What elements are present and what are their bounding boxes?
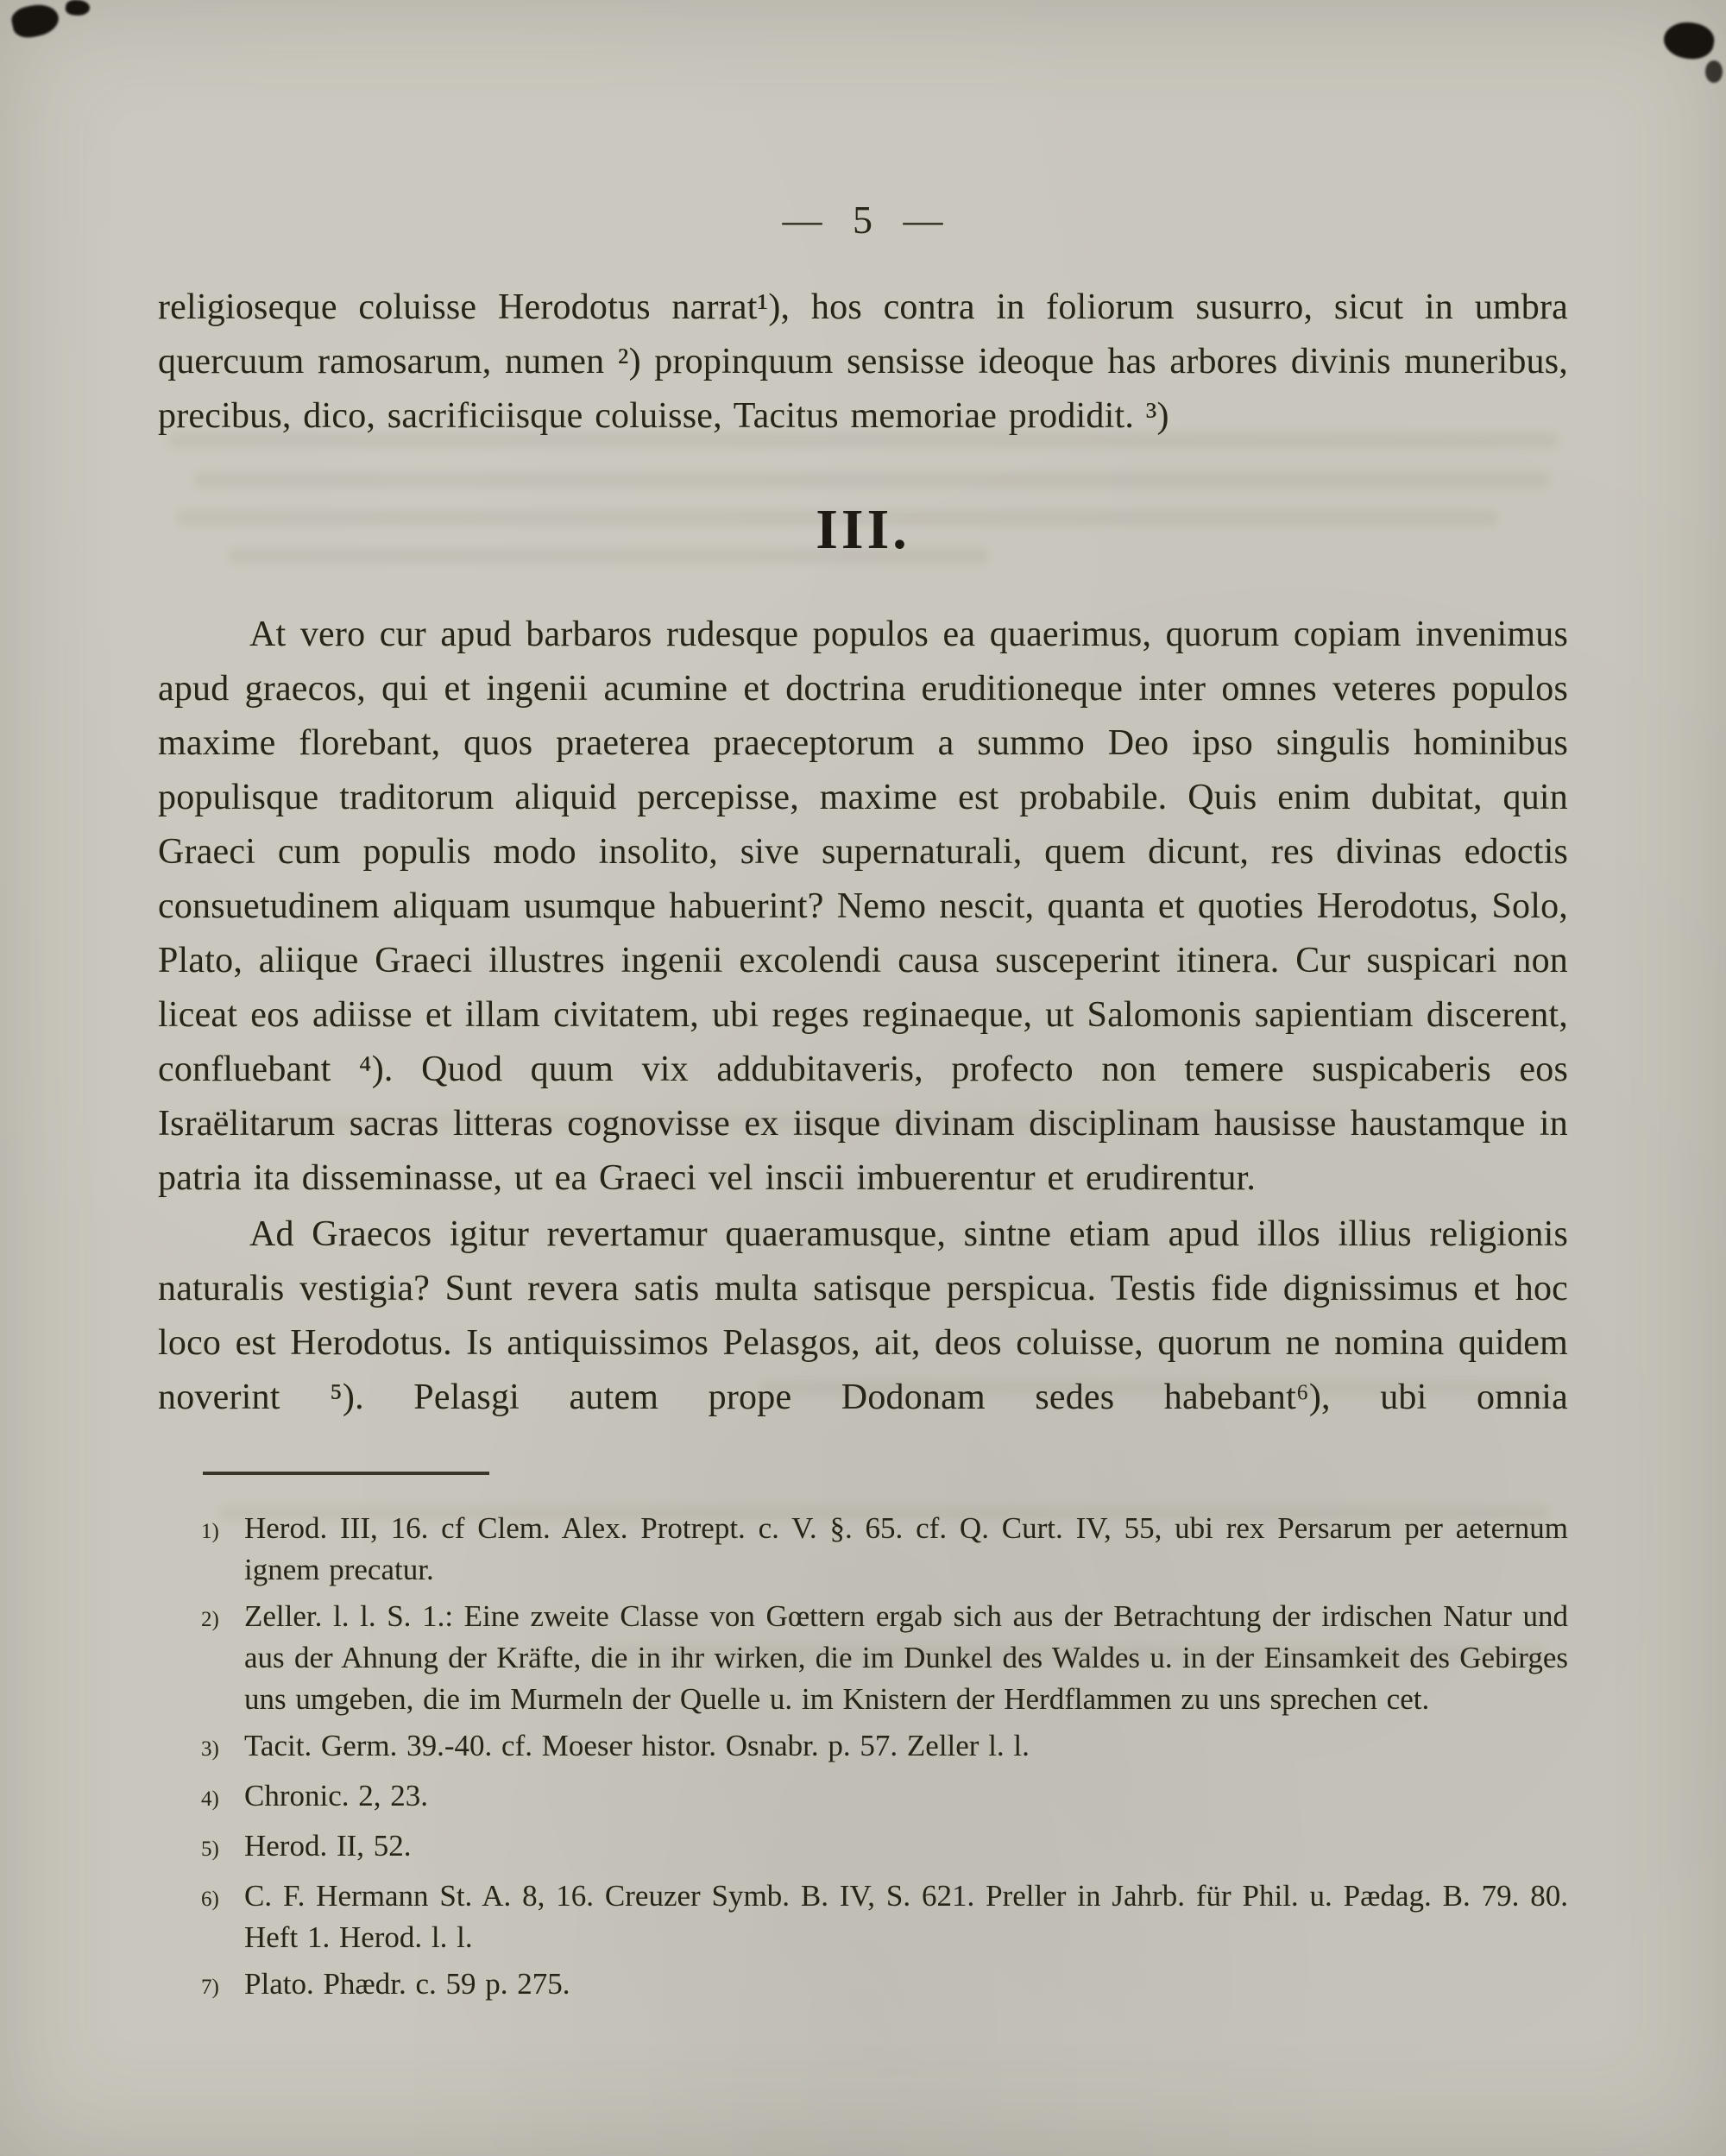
footnote-marker: 3): [201, 1737, 219, 1761]
footnote-text: Herod. III, 16. cf Clem. Alex. Protrept. c. V. §. 65. cf. Q. Curt. IV, 55, ubi rex Persarum per aeternum ignem precatur.: [244, 1511, 1568, 1586]
scan-artifact: [9, 1, 61, 41]
footnote-separator: [203, 1472, 489, 1475]
scan-artifact: [65, 0, 91, 16]
footnote: [201, 1725, 1568, 1770]
footnote: [201, 1775, 1568, 1820]
footnote-text: Tacit. Germ. 39.-40. cf. Moeser histor. Osnabr. p. 57. Zeller l. l.: [244, 1729, 1030, 1762]
body-paragraph: At vero cur apud barbaros rudesque populos ea quaerimus, quorum copiam invenimus apud graecos, qui et ingenii acumine et doctrina eruditioneque inter omnes veteres populos maxime florebant, quos praeterea praeceptorum a summo Deo ipso singulis hominibus populisque traditorum aliquid percepisse, maxime est probabile. Quis enim dubitat, quin Graeci cum populis modo insolito, sive supernaturali, quem dicunt, res divinas edoctis consuetudinem aliquam usumque habuerint? Nemo nescit, quanta et quoties Herodotus, Solo, Plato, aliique Graeci illustres ingenii excolendi causa susceperint itinera. Cur suspicari non liceat eos adiisse et illam civitatem, ubi reges reginaeque, ut Salomonis sapientiam discerent, confluebant ⁴). Quod quum vix addubitaveris, profecto non temere suspicaberis eos Israëlitarum sacras litteras cognovisse ex iisque divinam disciplinam hausisse haustamque in patria ita disseminasse, ut ea Graeci vel inscii imbuerentur et erudirentur.: [158, 615, 1568, 1198]
footnote: [201, 1596, 1568, 1720]
footnote: [201, 1875, 1568, 1958]
footnote: [201, 1825, 1568, 1870]
footnote: [201, 1508, 1568, 1591]
footnote-text: Zeller. l. l. S. 1.: Eine zweite Classe von Gœttern ergab sich aus der Betrachtung der irdischen Natur und aus der Ahnung der Kräfte, die in ihr wirken, die im Dunkel des Waldes u. in der Einsamkeit des Gebirges uns umgeben, die im Murmeln der Quelle u. im Knistern der Herdflammen zu uns sprechen cet.: [244, 1599, 1568, 1716]
footnote-marker: 1): [201, 1520, 219, 1543]
page-number: — 5 —: [782, 198, 944, 242]
scan-artifact: [1705, 60, 1723, 83]
footnote-text: C. F. Hermann St. A. 8, 16. Creuzer Symb. B. IV, S. 621. Preller in Jahrb. für Phil. u. Pædag. B. 79. 80. Heft 1. Herod. l. l.: [244, 1879, 1568, 1954]
footnote-marker: 5): [201, 1838, 219, 1861]
body-paragraph: Ad Graecos igitur revertamur quaeramusque, sintne etiam apud illos illius religionis naturalis vestigia? Sunt revera satis multa satisque perspicua. Testis fide dignissimus et hoc loco est Herodotus. Is antiquissimos Pelasgos, ait, deos coluisse, quorum ne nomina quidem noverint ⁵). Pelasgi autem prope Dodonam sedes habebant⁶), ubi omnia: [158, 1214, 1568, 1417]
footnote-marker: 2): [201, 1608, 219, 1631]
footnote: [201, 1964, 1568, 2008]
scan-artifact: [1661, 19, 1717, 63]
footnote-marker: 7): [201, 1976, 219, 1999]
footnote-marker: 4): [201, 1787, 219, 1811]
bleed-through-artifact: [194, 473, 1549, 487]
footnote-text: Herod. II, 52.: [244, 1829, 412, 1863]
section-heading: III.: [816, 498, 910, 561]
intro-paragraph: religioseque coluisse Herodotus narrat¹), hos contra in foliorum susurro, sicut in umbra quercuum ramosarum, numen ²) propinquum sensisse ideoque has arbores divinis muneribus, precibus, dico, sacrificiisque coluisse, Tacitus memoriae prodidit. ³): [158, 287, 1568, 436]
footnote-marker: 6): [201, 1888, 219, 1911]
footnote-text: Plato. Phædr. c. 59 p. 275.: [244, 1967, 570, 2001]
footnotes-section: [158, 1508, 1568, 2008]
footnote-text: Chronic. 2, 23.: [244, 1779, 429, 1812]
